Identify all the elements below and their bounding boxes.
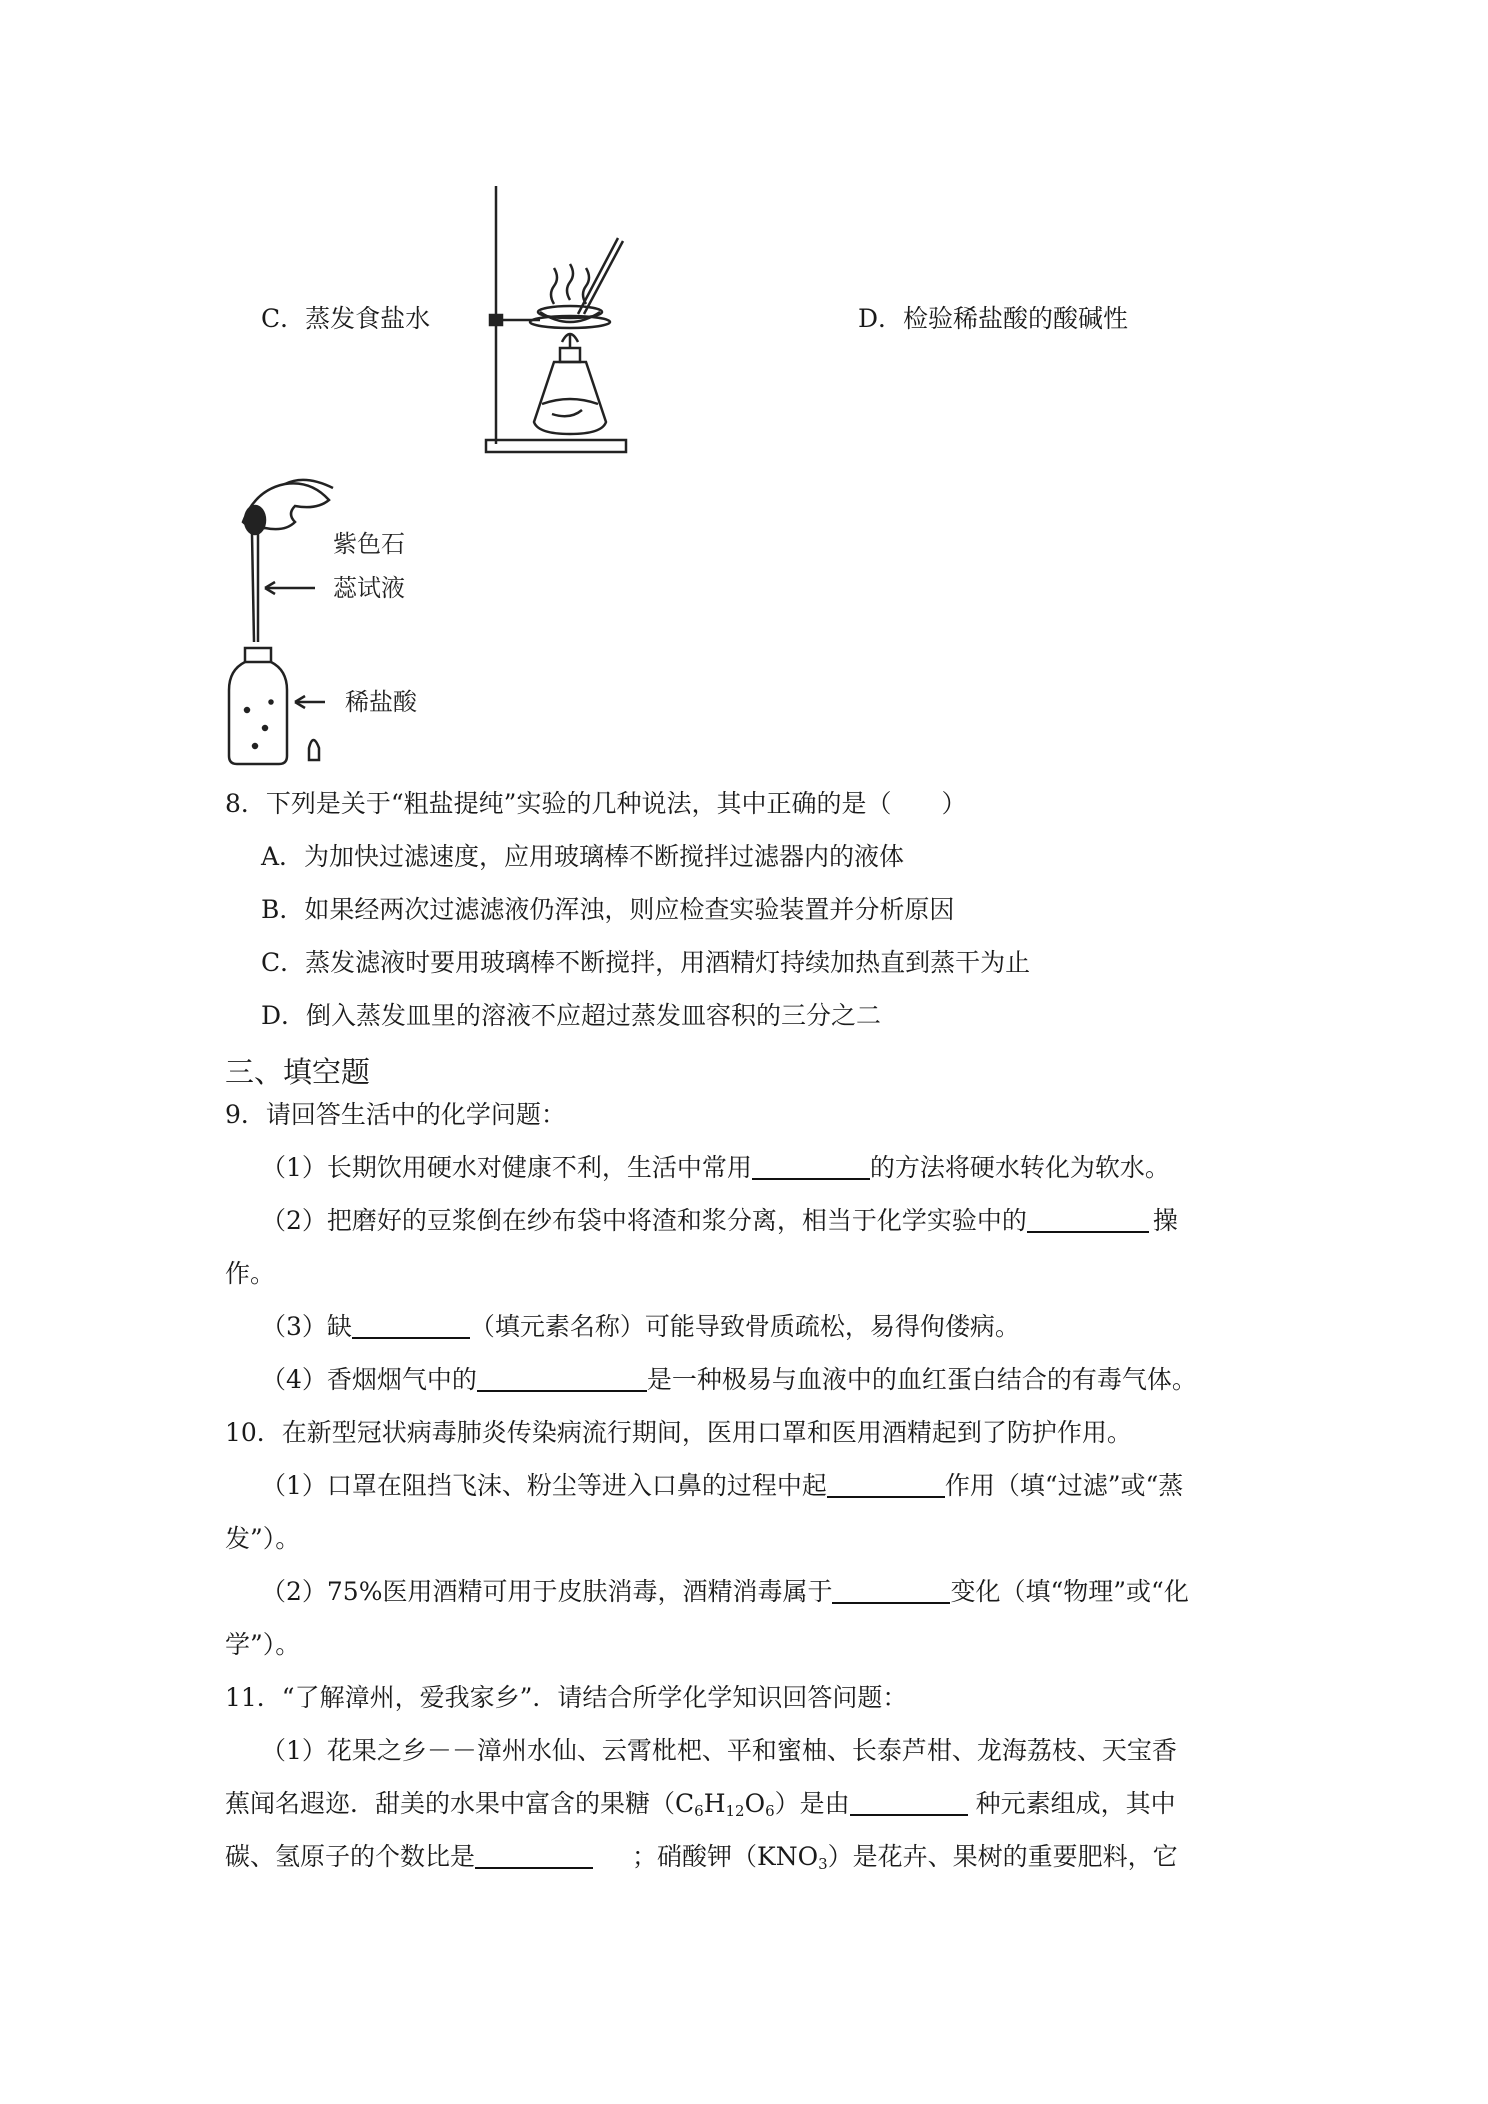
q9-p3-text-b: （填元素名称）可能导致骨质疏松，易得佝偻病。 (469, 1312, 1020, 1341)
q9-stem: 9．请回答生活中的化学问题： (225, 1100, 566, 1129)
q10-part1 (261, 1469, 1183, 1503)
q9-part4 (261, 1363, 1197, 1397)
q9-part1 (261, 1151, 1170, 1185)
stopper (309, 740, 319, 760)
label-indicator-line2: 蕊试液 (333, 574, 405, 602)
q10-stem: 10．在新型冠状病毒肺炎传染病流行期间，医用口罩和医用酒精起到了防护作用。 (225, 1418, 1132, 1447)
q11-p1-blank-2[interactable] (475, 1841, 593, 1869)
q11-p1-text-c: ）是由 (774, 1789, 850, 1818)
dropper-bulb (245, 506, 265, 534)
q9-p1-text-a: （1）长期饮用硬水对健康不利，生活中常用 (261, 1153, 752, 1182)
q8-option-c: C．蒸发滤液时要用玻璃棒不断搅拌，用酒精灯持续加热直到蒸干为止 (261, 948, 1031, 977)
formula-c-sub: 6 (694, 1802, 704, 1820)
q8-option-b: B．如果经两次过滤滤液仍浑浊，则应检查实验装置并分析原因 (261, 895, 955, 924)
q8-option-d: D．倒入蒸发皿里的溶液不应超过蒸发皿容积的三分之二 (261, 1001, 882, 1030)
litmus-test-figure (225, 470, 435, 770)
glass-rod (578, 238, 618, 314)
bottle-neck (245, 648, 271, 662)
label-acid: 稀盐酸 (345, 688, 417, 716)
q9-p4-text-b: 是一种极易与血液中的血红蛋白结合的有毒气体。 (646, 1365, 1197, 1394)
section-title: 三、填空题 (225, 1055, 371, 1089)
label-indicator-line1: 紫色石 (333, 530, 405, 558)
q7-option-d: D．检验稀盐酸的酸碱性 (858, 304, 1129, 333)
q11-p1-text-d: 种元素组成，其中 (967, 1789, 1176, 1818)
q10-p2-text-b: 变化（填“物理”或“化 (950, 1577, 1189, 1606)
q10-part2 (261, 1575, 1189, 1609)
q8-stem: 8．下列是关于“粗盐提纯”实验的几种说法，其中正确的是（ ） (225, 789, 967, 818)
formula-kno3-sub: 3 (818, 1855, 828, 1873)
q7-option-c: C．蒸发食盐水 (261, 304, 431, 333)
q9-p4-blank[interactable] (477, 1364, 647, 1392)
q8-option-a: A．为加快过滤速度，应用玻璃棒不断搅拌过滤器内的液体 (261, 842, 905, 871)
reagent-bottle (229, 662, 287, 764)
q10-p1-text-a: （1）口罩在阻挡飞沫、粉尘等进入口鼻的过程中起 (261, 1471, 827, 1500)
q9-part3 (261, 1310, 1020, 1344)
formula-h: H (703, 1789, 726, 1818)
q10-p2-text-a: （2）75%医用酒精可用于皮肤消毒，酒精消毒属于 (261, 1577, 833, 1606)
q11-stem: 11．“了解漳州，爱我家乡”．请结合所学化学知识回答问题： (225, 1683, 908, 1712)
q11-p1-text-e: 碳、氢原子的个数比是 (225, 1842, 476, 1871)
formula-o-sub: 6 (765, 1802, 775, 1820)
q9-p4-text-a: （4）香烟烟气中的 (261, 1365, 477, 1394)
q9-part2 (261, 1204, 1178, 1238)
q11-p1-text-f: ；硝酸钾（KNO (607, 1842, 819, 1871)
q9-p2-text-b: 操 (1152, 1206, 1178, 1235)
q10-p2-blank[interactable] (832, 1576, 950, 1604)
q11-part1-line1: （1）花果之乡－－漳州水仙、云霄枇杷、平和蜜柚、长泰芦柑、龙海荔枝、天宝香 (261, 1736, 1177, 1765)
q11-p1-text-b: 蕉闻名遐迩．甜美的水果中富含的果糖（ (225, 1789, 676, 1818)
stand-base (486, 440, 626, 452)
q10-p1-blank[interactable] (827, 1470, 945, 1498)
q10-part2-cont: 学”）。 (225, 1630, 301, 1659)
q9-p3-blank[interactable] (352, 1311, 470, 1339)
dropper-tube (252, 534, 254, 642)
formula-h-sub: 12 (725, 1802, 745, 1820)
q10-part1-cont: 发”）。 (225, 1524, 301, 1553)
formula-c: C (675, 1789, 695, 1818)
q11-part1-line2 (225, 1787, 1176, 1821)
q9-p1-text-b: 的方法将硬水转化为软水。 (869, 1153, 1170, 1182)
q9-p2-text-a: （2）把磨好的豆浆倒在纱布袋中将渣和浆分离，相当于化学实验中的 (261, 1206, 1027, 1235)
q11-p1-blank-1[interactable] (850, 1788, 968, 1816)
evaporation-apparatus-figure (482, 182, 630, 458)
q9-part2-cont: 作。 (225, 1259, 276, 1288)
q9-p3-text-a: （3）缺 (261, 1312, 352, 1341)
q9-p2-blank[interactable] (1027, 1205, 1149, 1233)
q11-part1-line3 (225, 1840, 1178, 1874)
q10-p1-text-b: 作用（填“过滤”或“蒸 (944, 1471, 1184, 1500)
q11-p1-text-g: ）是花卉、果树的重要肥料，它 (827, 1842, 1178, 1871)
q9-p1-blank[interactable] (752, 1152, 870, 1180)
formula-o: O (744, 1789, 766, 1818)
